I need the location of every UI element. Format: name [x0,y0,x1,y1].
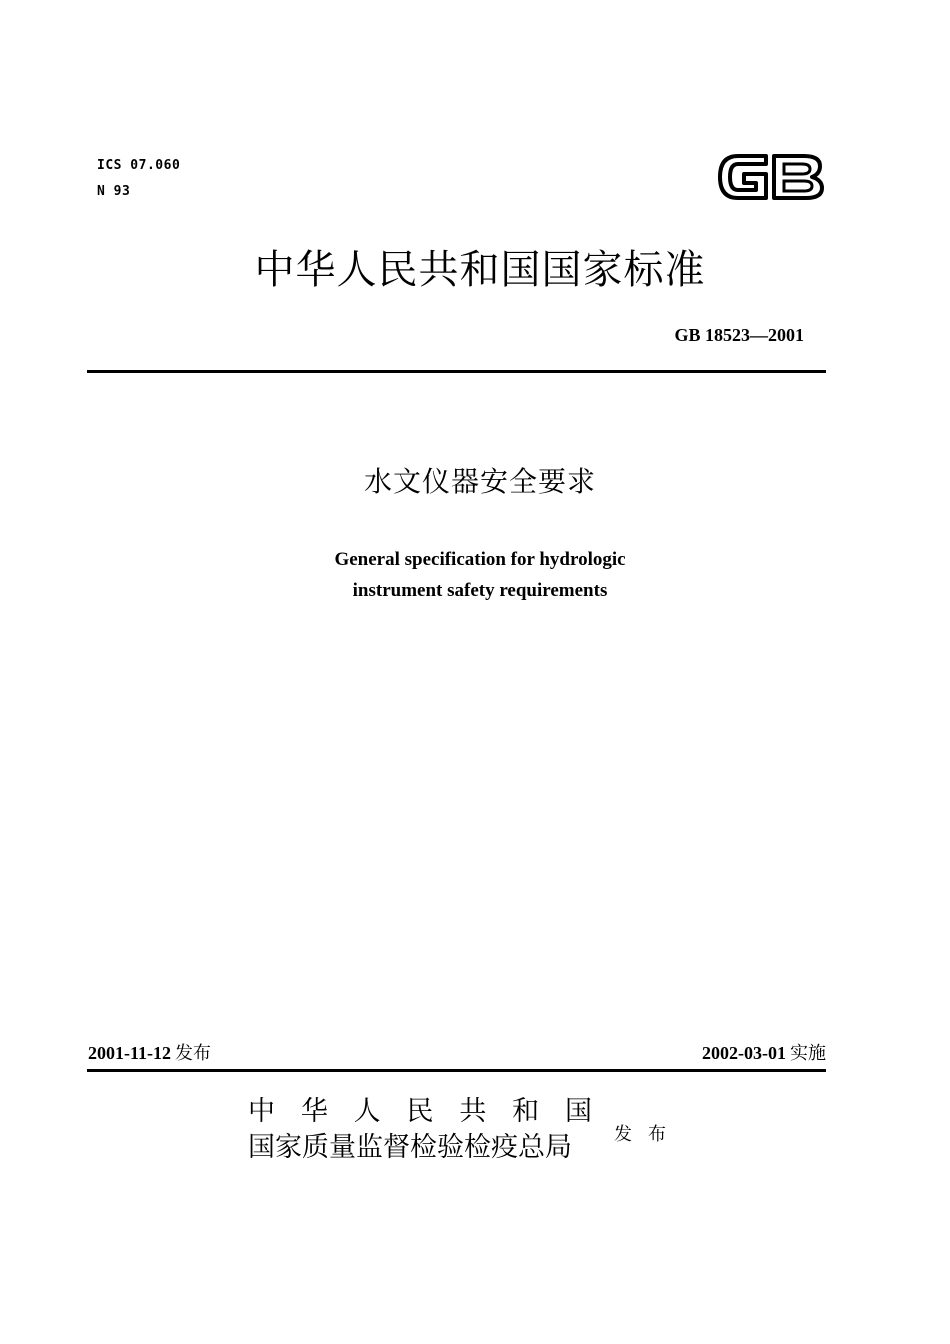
subject-title-chinese: 水文仪器安全要求 [363,465,596,498]
implement-label: 实施 [790,1043,826,1064]
publisher-char: 民 [406,1096,434,1127]
issue-date: 2001-11-12 [88,1043,171,1063]
publisher-char: 和 [512,1096,540,1127]
header-divider [87,370,826,373]
gb-logo [716,150,826,204]
publisher-suffix: 发布 [614,1124,682,1145]
subject-title-english-line2: instrument safety requirements [352,580,608,601]
subject-title-english-line1: General specification for hydrologic [334,549,626,570]
implement-date-block [702,1040,826,1067]
ics-code: ICS 07.060 [97,158,181,173]
document-main-title: 中华人民共和国国家标准 [254,247,706,293]
publisher-char: 华 [300,1096,328,1127]
footer-divider [87,1069,826,1072]
standard-number: GB 18523—2001 [674,325,804,345]
publisher-line1 [248,1094,592,1130]
publisher-line2: 国家质量监督检验检疫总局 [248,1132,572,1163]
publisher-char: 中 [248,1096,275,1127]
publisher-char: 国 [564,1096,592,1127]
issue-label: 发布 [175,1043,211,1064]
gb-logo-icon [716,150,826,204]
issue-date-block [88,1040,211,1067]
ccs-code: N 93 [97,184,131,199]
implement-date: 2002-03-01 [702,1043,786,1063]
publisher-char: 共 [459,1096,487,1127]
publisher-char: 人 [353,1096,381,1127]
